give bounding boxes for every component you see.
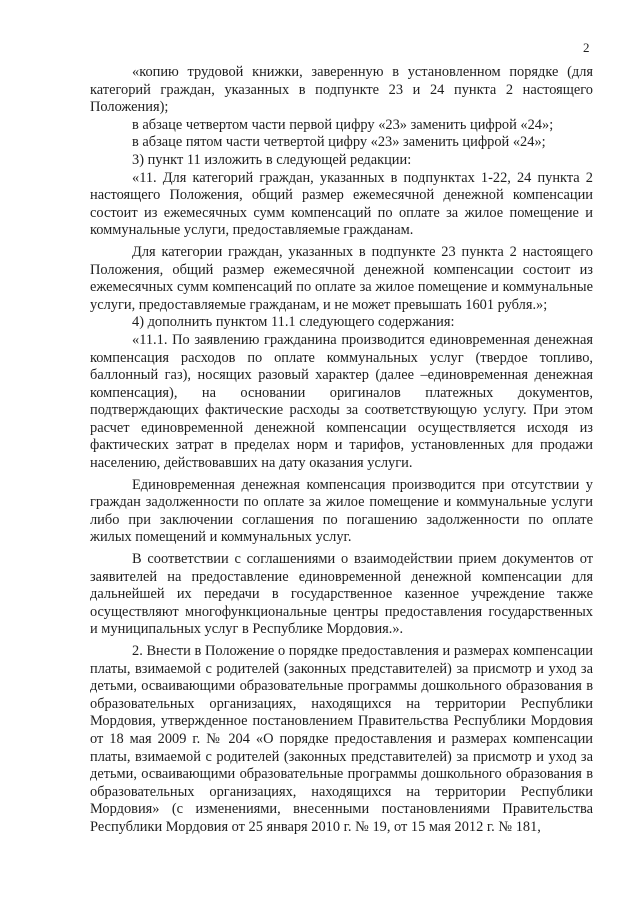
paragraph-category-23: Для категории граждан, указанных в подпункте 23 пункта 2 настоящего Положения, общий размер ежемесячной денежной компенсации состоит из ежемесячных сумм компенсаций по оплате за жилое помещение и коммунальные услуги, предоставляемые гражданам, и не может превышать 1601 рубля.»;: [90, 243, 593, 313]
paragraph-labor-book: «копию трудовой книжки, заверенную в установленном порядке (для категорий граждан, указанных в подпункте 23 и 24 пункта 2 настоящего Положения);: [90, 64, 593, 116]
paragraph-abzac-4: в абзаце четвертом части первой цифру «23» заменить цифрой «24»;: [132, 116, 554, 133]
page-number: 2: [583, 40, 590, 55]
paragraph-item-3: 3) пункт 11 изложить в следующей редакции:: [132, 151, 412, 168]
document-body: [90, 64, 593, 837]
paragraph-compensation-conditions: Единовременная денежная компенсация производится при отсутствии у граждан задолженности по оплате за жилое помещение и коммунальные услуги либо при заключении соглашения по погашению задолженности по оплате жилых помещений и коммунальных услуг.: [90, 476, 593, 546]
paragraph-abzac-5: в абзаце пятом части четвертой цифру «23» заменить цифрой «24»;: [132, 134, 546, 151]
paragraph-point-11-1: «11.1. По заявлению гражданина производится единовременная денежная компенсация расходов по оплате коммунальных услуг (твердое топливо, баллонный газ), носящих разовый характер (далее –единовременная денежная компенсация), на основании оригиналов платежных документов, подтверждающих фактические расходы за соответствующую услугу. При этом расчет единовременной денежной компенсации осуществляется исходя из фактических затрат в пределах норм и тарифов, установленных для продажи населению, действовавших на дату оказания услуги.: [90, 331, 593, 472]
paragraph-point-11: «11. Для категорий граждан, указанных в подпунктах 1-22, 24 пункта 2 настоящего Положения, общий размер ежемесячной денежной компенсации состоит из ежемесячных сумм компенсаций по оплате за жилое помещение и коммунальные услуги, предоставляемые гражданам.: [90, 169, 593, 239]
paragraph-section-2: 2. Внести в Положение о порядке предоставления и размерах компенсации платы, взимаемой с родителей (законных представителей) за присмотр и уход за детьми, осваивающими образовательные программы дошкольного образования в образовательных организациях, находящихся на территории Республики Мордовия, утвержденное постановлением Правительства Республики Мордовия от 18 мая 2009 г. № 204 «О порядке предоставления и размерах компенсации платы, взимаемой с родителей (законных представителей) за присмотр и уход за детьми, осваивающими образовательные программы дошкольного образования в образовательных организациях, находящихся на территории Республики Мордовия» (с изменениями, внесенными постановлениями Правительства Республики Мордовия от 25 января 2010 г. № 19, от 15 мая 2012 г. № 181,: [90, 643, 593, 835]
paragraph-item-4: 4) дополнить пунктом 11.1 следующего содержания:: [132, 314, 455, 331]
paragraph-agreements: В соответствии с соглашениями о взаимодействии прием документов от заявителей на предоставление единовременной денежной компенсации для дальнейшей их передачи в государственное казенное учреждение также осуществляют многофункциональные центры предоставления государственных и муниципальных услуг в Республике Мордовия.».: [90, 551, 593, 638]
